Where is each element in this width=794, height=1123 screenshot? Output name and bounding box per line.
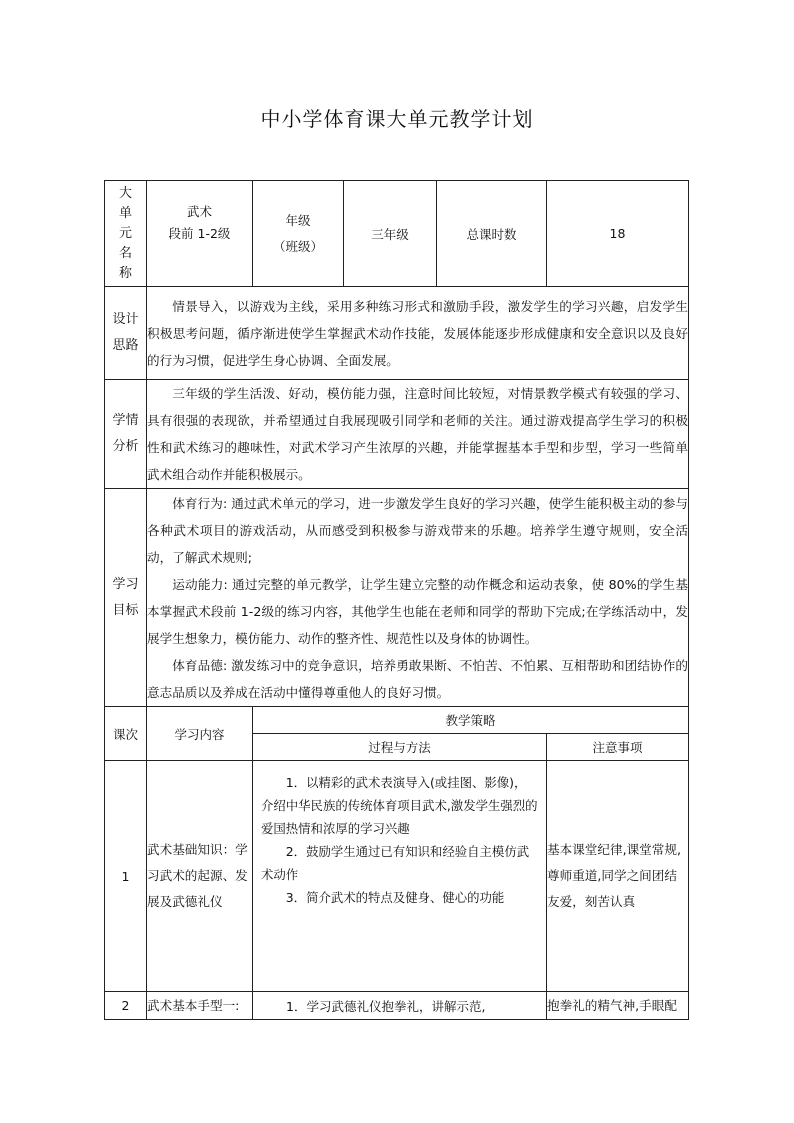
lesson-process-cell	[253, 761, 547, 992]
goals-text-cell	[147, 489, 689, 707]
grade-label-cell	[253, 181, 344, 287]
goals-ability: 运动能力: 通过完整的单元教学，让学生建立完整的动作概念和运动表象，使 80%的学生基本掌握武术段前 1-2级的练习内容，其他学生也能在老师和同学的帮助下完成;在学练活动中，发展学生想象力，模仿能力、动作的整齐性、规范性以及身体的协调性。	[147, 576, 688, 646]
lesson-num: 1	[105, 761, 147, 992]
goals-behavior: 体育行为: 通过武术单元的学习，进一步激发学生良好的学习兴趣，使学生能积极主动的参与各种武术项目的游戏活动，从而感受到积极参与游戏带来的乐趣。培养学生遵守规则，安全活动，了解武术规则;	[147, 495, 688, 565]
unit-name-value-cell	[147, 181, 253, 287]
col-process: 过程与方法	[253, 734, 547, 761]
lesson-num: 2	[105, 992, 147, 1020]
lesson-header-row-1	[105, 707, 689, 734]
analysis-label-line2: 分析	[112, 439, 139, 454]
lesson-content: 武术基本手型一:	[147, 992, 253, 1020]
lesson-process-step-3: 3．简介武术的特点及健身、健心的功能	[285, 890, 505, 905]
goals-row	[105, 489, 689, 707]
lesson-process-step-2: 2．鼓励学生通过已有知识和经验自主模仿武术动作	[261, 844, 530, 882]
goals-label-cell	[105, 489, 147, 707]
analysis-text: 三年级的学生活泼、好动，模仿能力强，注意时间比较短，对情景教学模式有较强的学习、具有很强的表现欲，并希望通过自我展现吸引同学和老师的关注。通过游戏提高学生学习的积极性和武术练习的趣味性，对武术学习产生浓厚的兴趣，并能掌握基本手型和步型，学习一些简单武术组合动作并能积极展示。	[147, 380, 689, 489]
table-row	[105, 992, 689, 1020]
design-label-cell	[105, 287, 147, 380]
goals-label-line2: 目标	[112, 602, 139, 618]
lesson-notes: 抱拳礼的精气神,手眼配	[547, 992, 689, 1020]
design-label-line2: 思路	[112, 338, 139, 353]
lesson-process-step-1: 1．以精彩的武术表演导入(或挂图、影像)，介绍中华民族的传统体育项目武术,激发学生强烈的爱国热情和浓厚的学习兴趣	[261, 775, 538, 836]
grade-value: 三年级	[344, 181, 437, 287]
unit-header-row	[105, 181, 689, 287]
design-row	[105, 287, 689, 380]
col-content: 学习内容	[147, 707, 253, 761]
goals-label-line1: 学习	[112, 576, 139, 592]
goals-character: 体育品德: 激发练习中的竞争意识，培养勇敢果断、不怕苦、不怕累、互相帮助和团结协作的意志品质以及养成在活动中懂得尊重他人的良好习惯。	[147, 657, 688, 700]
design-text: 情景导入，以游戏为主线，采用多种练习形式和激励手段，激发学生的学习兴趣，启发学生积极思考问题，循序渐进使学生掌握武术动作技能，发展体能逐步形成健康和安全意识以及良好的行为习惯，促进学生身心协调、全面发展。	[147, 287, 689, 380]
lesson-content: 武术基础知识：学习武术的起源、发展及武德礼仪	[147, 761, 253, 992]
unit-name-label-cell	[105, 181, 147, 287]
grade-label-line1: 年级	[285, 212, 311, 228]
grade-label-line2: （班级）	[272, 238, 323, 254]
col-lesson: 课次	[105, 707, 147, 761]
unit-name-line1: 武术	[186, 204, 212, 219]
total-hours-value: 18	[547, 181, 689, 287]
table-row	[105, 761, 689, 992]
design-label-line1: 设计	[112, 312, 139, 327]
analysis-label-line1: 学情	[112, 413, 139, 428]
analysis-row	[105, 380, 689, 489]
unit-name-line2: 段前 1-2级	[168, 226, 231, 241]
lesson-plan-table	[104, 180, 689, 1020]
analysis-label-cell	[105, 380, 147, 489]
page-title: 中小学体育课大单元教学计划	[260, 107, 534, 131]
col-notes: 注意事项	[547, 734, 689, 761]
lesson-notes: 基本课堂纪律,课堂常规,尊师重道,同学之间团结友爱，刻苦认真	[547, 761, 689, 992]
unit-name-label: 大单元名称	[118, 185, 132, 281]
col-strategy: 教学策略	[253, 707, 689, 734]
total-hours-label: 总课时数	[437, 181, 547, 287]
lesson-process-step-1: 1．学习武德礼仪抱拳礼，讲解示范,	[253, 992, 547, 1020]
